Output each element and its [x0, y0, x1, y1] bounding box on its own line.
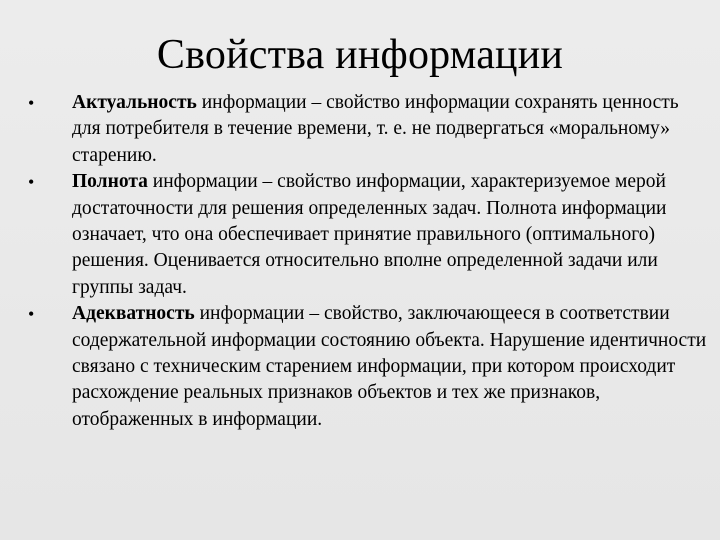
bullet-text: информации – свойство информации, характеризуемое мерой достаточности для решения определенных задач. Полнота информации означает, что она обеспечивает принятие правильного (оптимального) решения. Оценивается относительно вполне определенной задачи или группы задач. [72, 171, 667, 298]
bullet-item-completeness [28, 169, 708, 301]
bullet-marker: • [28, 93, 35, 113]
bullet-list [28, 90, 708, 433]
bullet-marker: • [28, 172, 35, 193]
bullet-term: Актуальность [72, 92, 197, 113]
bullet-term: Адекватность [72, 303, 195, 325]
bullet-marker: • [28, 304, 35, 325]
bullet-item-relevance [28, 90, 708, 169]
bullet-item-adequacy [28, 301, 708, 433]
bullet-term: Полнота [72, 171, 148, 193]
bullet-text: информации – свойство информации сохранять ценность для потребителя в течение времени, т. е. не подвергаться «моральному» старению. [72, 92, 679, 166]
slide-title: Свойства информации [156, 32, 564, 78]
bullet-text: информации – свойство, заключающееся в соответствии содержательной информации состоянию объекта. Нарушение идентичности связано с техническим старением информации, при котором происходит расхождение реальных признаков объектов и тех же признаков, отображенных в информации. [72, 303, 707, 430]
